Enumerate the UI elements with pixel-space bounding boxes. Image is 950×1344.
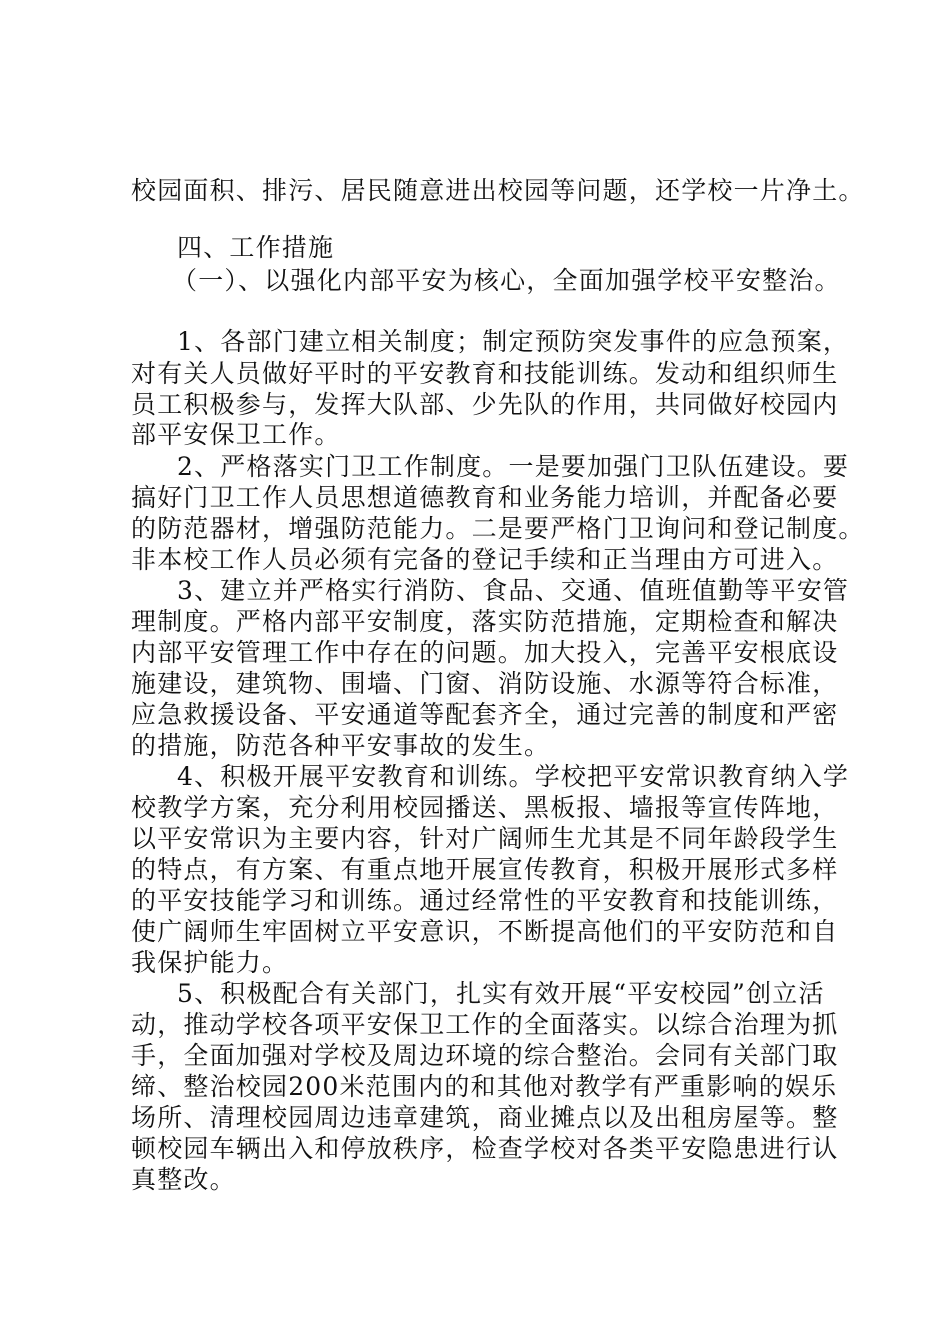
paragraph-3-line: 理制度。严格内部平安制度，落实防范措施，定期检查和解决 — [131, 607, 839, 636]
paragraph-3-line: 应急救援设备、平安通道等配套齐全，通过完善的制度和严密 — [131, 700, 839, 729]
paragraph-4-line: 的平安技能学习和训练。通过经常性的平安教育和技能训练， — [131, 886, 839, 915]
paragraph-3-line: 的措施，防范各种平安事故的发生。 — [131, 731, 551, 760]
paragraph-5-line: 缔、整治校园200米范围内的和其他对教学有严重影响的娱乐 — [131, 1072, 838, 1101]
paragraph-3-line: 3、建立并严格实行消防、食品、交通、值班值勤等平安管 — [177, 576, 850, 605]
subsection-heading: （一）、以强化内部平安为核心，全面加强学校平安整治。 — [172, 266, 841, 295]
paragraph-5-line: 5、积极配合有关部门，扎实有效开展“平安校园”创立活 — [177, 979, 825, 1008]
paragraph-5-line: 顿校园车辆出入和停放秩序，检查学校对各类平安隐患进行认 — [131, 1134, 839, 1163]
paragraph-5-line: 真整改。 — [131, 1165, 236, 1194]
paragraph-4-line: 以平安常识为主要内容，针对广阔师生尤其是不同年龄段学生 — [131, 824, 839, 853]
paragraph-1-line: 对有关人员做好平时的平安教育和技能训练。发动和组织师生 — [131, 359, 839, 388]
paragraph-5-line: 手，全面加强对学校及周边环境的综合整治。会同有关部门取 — [131, 1041, 839, 1070]
continuation-line: 校园面积、排污、居民随意进出校园等问题，还学校一片净土。 — [131, 176, 865, 205]
paragraph-5-line: 动，推动学校各项平安保卫工作的全面落实。以综合治理为抓 — [131, 1010, 839, 1039]
paragraph-4-line: 的特点，有方案、有重点地开展宣传教育，积极开展形式多样 — [131, 855, 839, 884]
paragraph-5-line: 场所、清理校园周边违章建筑，商业摊点以及出租房屋等。整 — [131, 1103, 839, 1132]
paragraph-4-line: 4、积极开展平安教育和训练。学校把平安常识教育纳入学 — [177, 762, 850, 791]
paragraph-2-line: 2、严格落实门卫工作制度。一是要加强门卫队伍建设。要 — [177, 452, 850, 481]
paragraph-3-line: 内部平安管理工作中存在的问题。加大投入，完善平安根底设 — [131, 638, 839, 667]
paragraph-1-line: 部平安保卫工作。 — [131, 420, 341, 449]
paragraph-2-line: 非本校工作人员必须有完备的登记手续和正当理由方可进入。 — [131, 545, 839, 574]
paragraph-4-line: 我保护能力。 — [131, 948, 289, 977]
paragraph-2-line: 的防范器材，增强防范能力。二是要严格门卫询问和登记制度。 — [131, 514, 865, 543]
section-heading: 四、工作措施 — [177, 233, 335, 262]
paragraph-4-line: 校教学方案，充分利用校园播送、黑板报、墙报等宣传阵地， — [131, 793, 839, 822]
paragraph-4-line: 使广阔师生牢固树立平安意识，不断提高他们的平安防范和自 — [131, 917, 839, 946]
paragraph-1-line: 1、各部门建立相关制度；制定预防突发事件的应急预案， — [177, 327, 850, 356]
paragraph-1-line: 员工积极参与，发挥大队部、少先队的作用，共同做好校园内 — [131, 390, 839, 419]
paragraph-3-line: 施建设，建筑物、围墙、门窗、消防设施、水源等符合标准， — [131, 669, 839, 698]
paragraph-2-line: 搞好门卫工作人员思想道德教育和业务能力培训，并配备必要 — [131, 483, 839, 512]
